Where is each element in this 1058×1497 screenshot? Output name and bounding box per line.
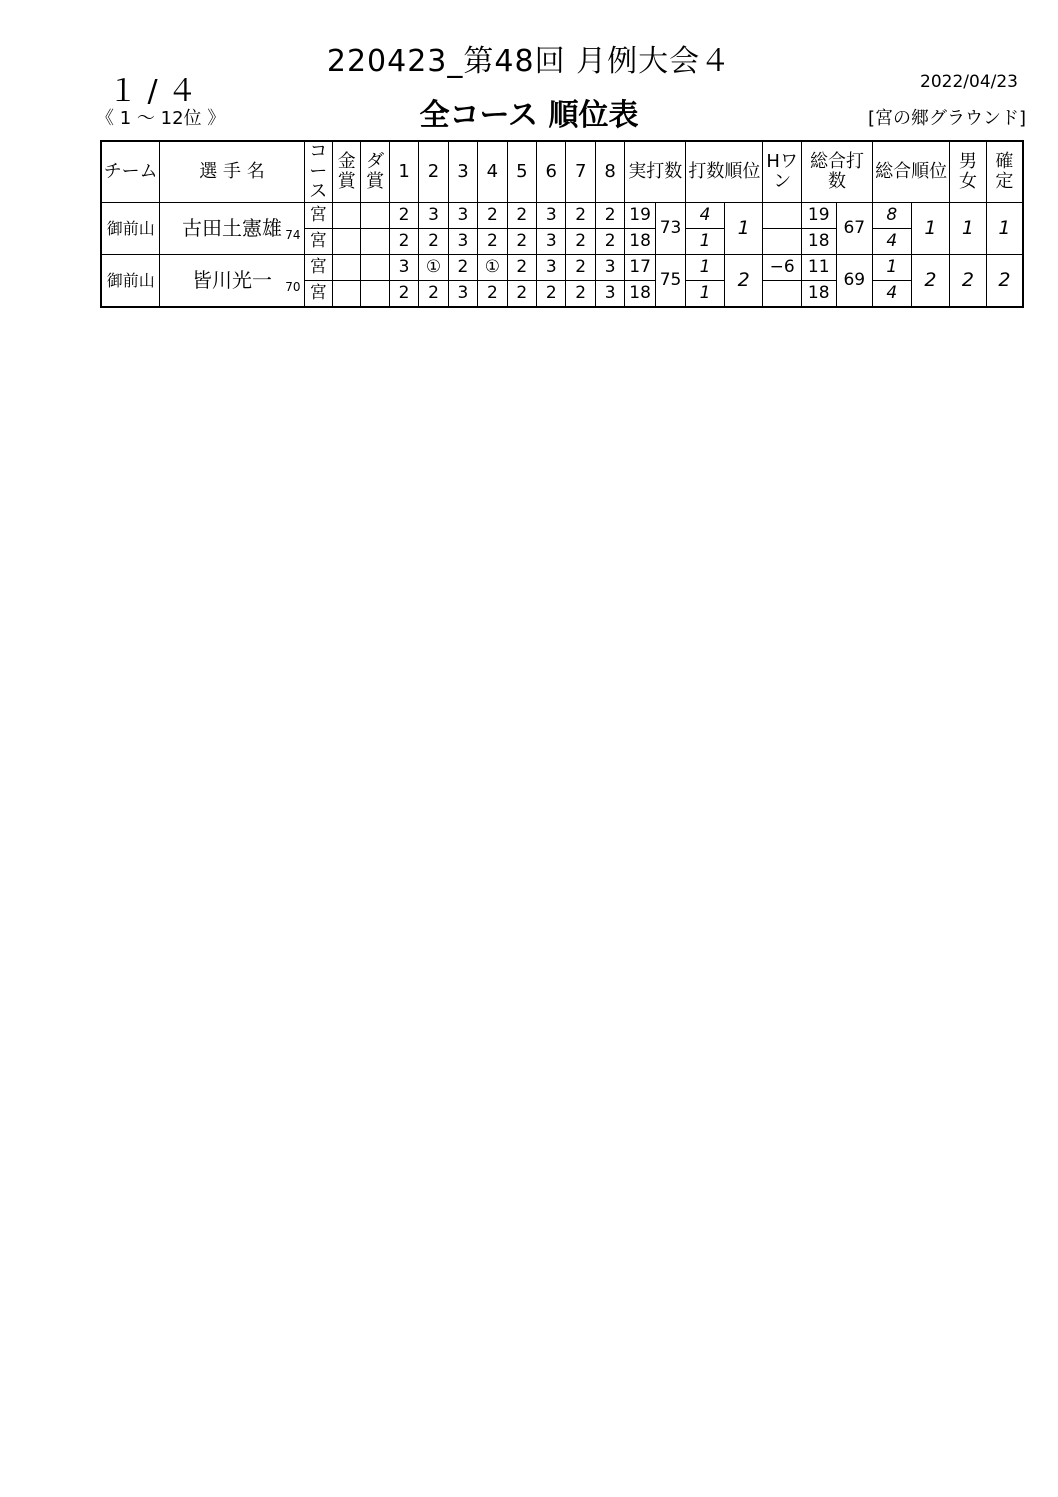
round-total-rank: 4	[873, 281, 912, 308]
course: 宮	[304, 255, 332, 281]
total-strokes: 67	[836, 203, 873, 255]
hole-score: 2	[566, 203, 595, 229]
round-rank: 1	[686, 255, 725, 281]
col-final: 確定	[986, 141, 1023, 203]
total-rank: 2	[911, 255, 950, 308]
round-total-rank: 4	[873, 229, 912, 255]
course: 宮	[304, 203, 332, 229]
hwan-value	[763, 203, 802, 229]
hole-score: 2	[478, 203, 507, 229]
col-player: 選 手 名	[160, 141, 304, 203]
round-rank: 1	[686, 281, 725, 308]
da-award	[361, 229, 389, 255]
gold-award	[333, 203, 361, 229]
col-total: 総合打数	[801, 141, 872, 203]
hole-score: 2	[566, 229, 595, 255]
hole-score: ①	[478, 255, 507, 281]
hole-score: 2	[507, 229, 536, 255]
final-rank: 2	[986, 255, 1023, 308]
gold-award	[333, 281, 361, 308]
table-row	[101, 203, 1023, 229]
round-total-rank: 1	[873, 255, 912, 281]
hole-score: 2	[566, 255, 595, 281]
hole-score: 3	[389, 255, 418, 281]
venue: [宮の郷グラウンド]	[867, 108, 1026, 129]
round-strokes: 19	[625, 203, 655, 229]
hole-score: 2	[478, 281, 507, 308]
hole-score: 2	[595, 203, 624, 229]
gender-rank: 1	[950, 203, 987, 255]
col-team: チーム	[101, 141, 160, 203]
score-table	[100, 140, 1024, 308]
hole-score: 2	[448, 255, 477, 281]
gender-rank: 2	[950, 255, 987, 308]
strokes-rank: 2	[724, 255, 763, 308]
hole-score: 2	[478, 229, 507, 255]
hole-score: 2	[389, 281, 418, 308]
da-award	[361, 203, 389, 229]
round-strokes: 18	[625, 229, 655, 255]
col-da: ダ賞	[361, 141, 389, 203]
hole-score: 2	[507, 255, 536, 281]
col-hole-4: 4	[478, 141, 507, 203]
col-gold: 金賞	[333, 141, 361, 203]
hole-score: 2	[507, 281, 536, 308]
hole-score: 2	[537, 281, 566, 308]
round-total-rank: 8	[873, 203, 912, 229]
col-strokes-rank: 打数順位	[686, 141, 763, 203]
hwan-value: −6	[763, 255, 802, 281]
main-title: 220423_第48回 月例大会４	[326, 44, 732, 79]
player-name	[160, 203, 304, 255]
handicap: 74	[285, 228, 301, 242]
strokes-rank: 1	[724, 203, 763, 255]
col-hole-3: 3	[448, 141, 477, 203]
player-name	[160, 255, 304, 308]
hole-score: 3	[595, 281, 624, 308]
total-strokes: 69	[836, 255, 873, 308]
col-hole-8: 8	[595, 141, 624, 203]
actual-strokes: 75	[655, 255, 685, 308]
team-name: 御前山	[101, 255, 160, 308]
hole-score: 2	[566, 281, 595, 308]
col-gender: 男女	[950, 141, 987, 203]
hole-score: 2	[507, 203, 536, 229]
col-hwan: Hワン	[763, 141, 802, 203]
round-total: 18	[801, 281, 836, 308]
print-date: 2022/04/23	[920, 72, 1018, 92]
actual-strokes: 73	[655, 203, 685, 255]
hwan-value	[763, 281, 802, 308]
final-rank: 1	[986, 203, 1023, 255]
hole-score: ①	[419, 255, 448, 281]
page-number: １ / ４	[108, 74, 198, 109]
round-total: 11	[801, 255, 836, 281]
hole-score: 2	[419, 281, 448, 308]
hole-score: 3	[448, 281, 477, 308]
hole-score: 3	[419, 203, 448, 229]
course: 宮	[304, 281, 332, 308]
hole-score: 3	[537, 203, 566, 229]
round-rank: 1	[686, 229, 725, 255]
table-row	[101, 255, 1023, 281]
da-award	[361, 281, 389, 308]
sub-title: 全コース 順位表	[419, 98, 639, 133]
hole-score: 2	[595, 229, 624, 255]
team-name: 御前山	[101, 203, 160, 255]
hole-score: 3	[448, 203, 477, 229]
hole-score: 3	[537, 255, 566, 281]
hwan-value	[763, 229, 802, 255]
player-name-text: 古田土憲雄	[181, 216, 282, 240]
round-total: 18	[801, 229, 836, 255]
rank-range: 《 1 ～ 12位 》	[96, 108, 226, 129]
hole-score: 3	[595, 255, 624, 281]
handicap: 70	[285, 280, 301, 294]
round-strokes: 18	[625, 281, 655, 308]
gold-award	[333, 255, 361, 281]
col-hole-5: 5	[507, 141, 536, 203]
hole-score: 2	[419, 229, 448, 255]
col-hole-1: 1	[389, 141, 418, 203]
col-total-rank: 総合順位	[873, 141, 950, 203]
hole-score: 3	[448, 229, 477, 255]
player-name-text: 皆川光一	[191, 268, 272, 292]
hole-score: 3	[537, 229, 566, 255]
gold-award	[333, 229, 361, 255]
col-hole-6: 6	[537, 141, 566, 203]
da-award	[361, 255, 389, 281]
course: 宮	[304, 229, 332, 255]
hole-score: 2	[389, 229, 418, 255]
round-strokes: 17	[625, 255, 655, 281]
hole-score: 2	[389, 203, 418, 229]
round-rank: 4	[686, 203, 725, 229]
round-total: 19	[801, 203, 836, 229]
header-row	[101, 141, 1023, 203]
col-hole-2: 2	[419, 141, 448, 203]
col-actual: 実打数	[625, 141, 686, 203]
col-course: コース	[304, 141, 332, 203]
col-hole-7: 7	[566, 141, 595, 203]
total-rank: 1	[911, 203, 950, 255]
